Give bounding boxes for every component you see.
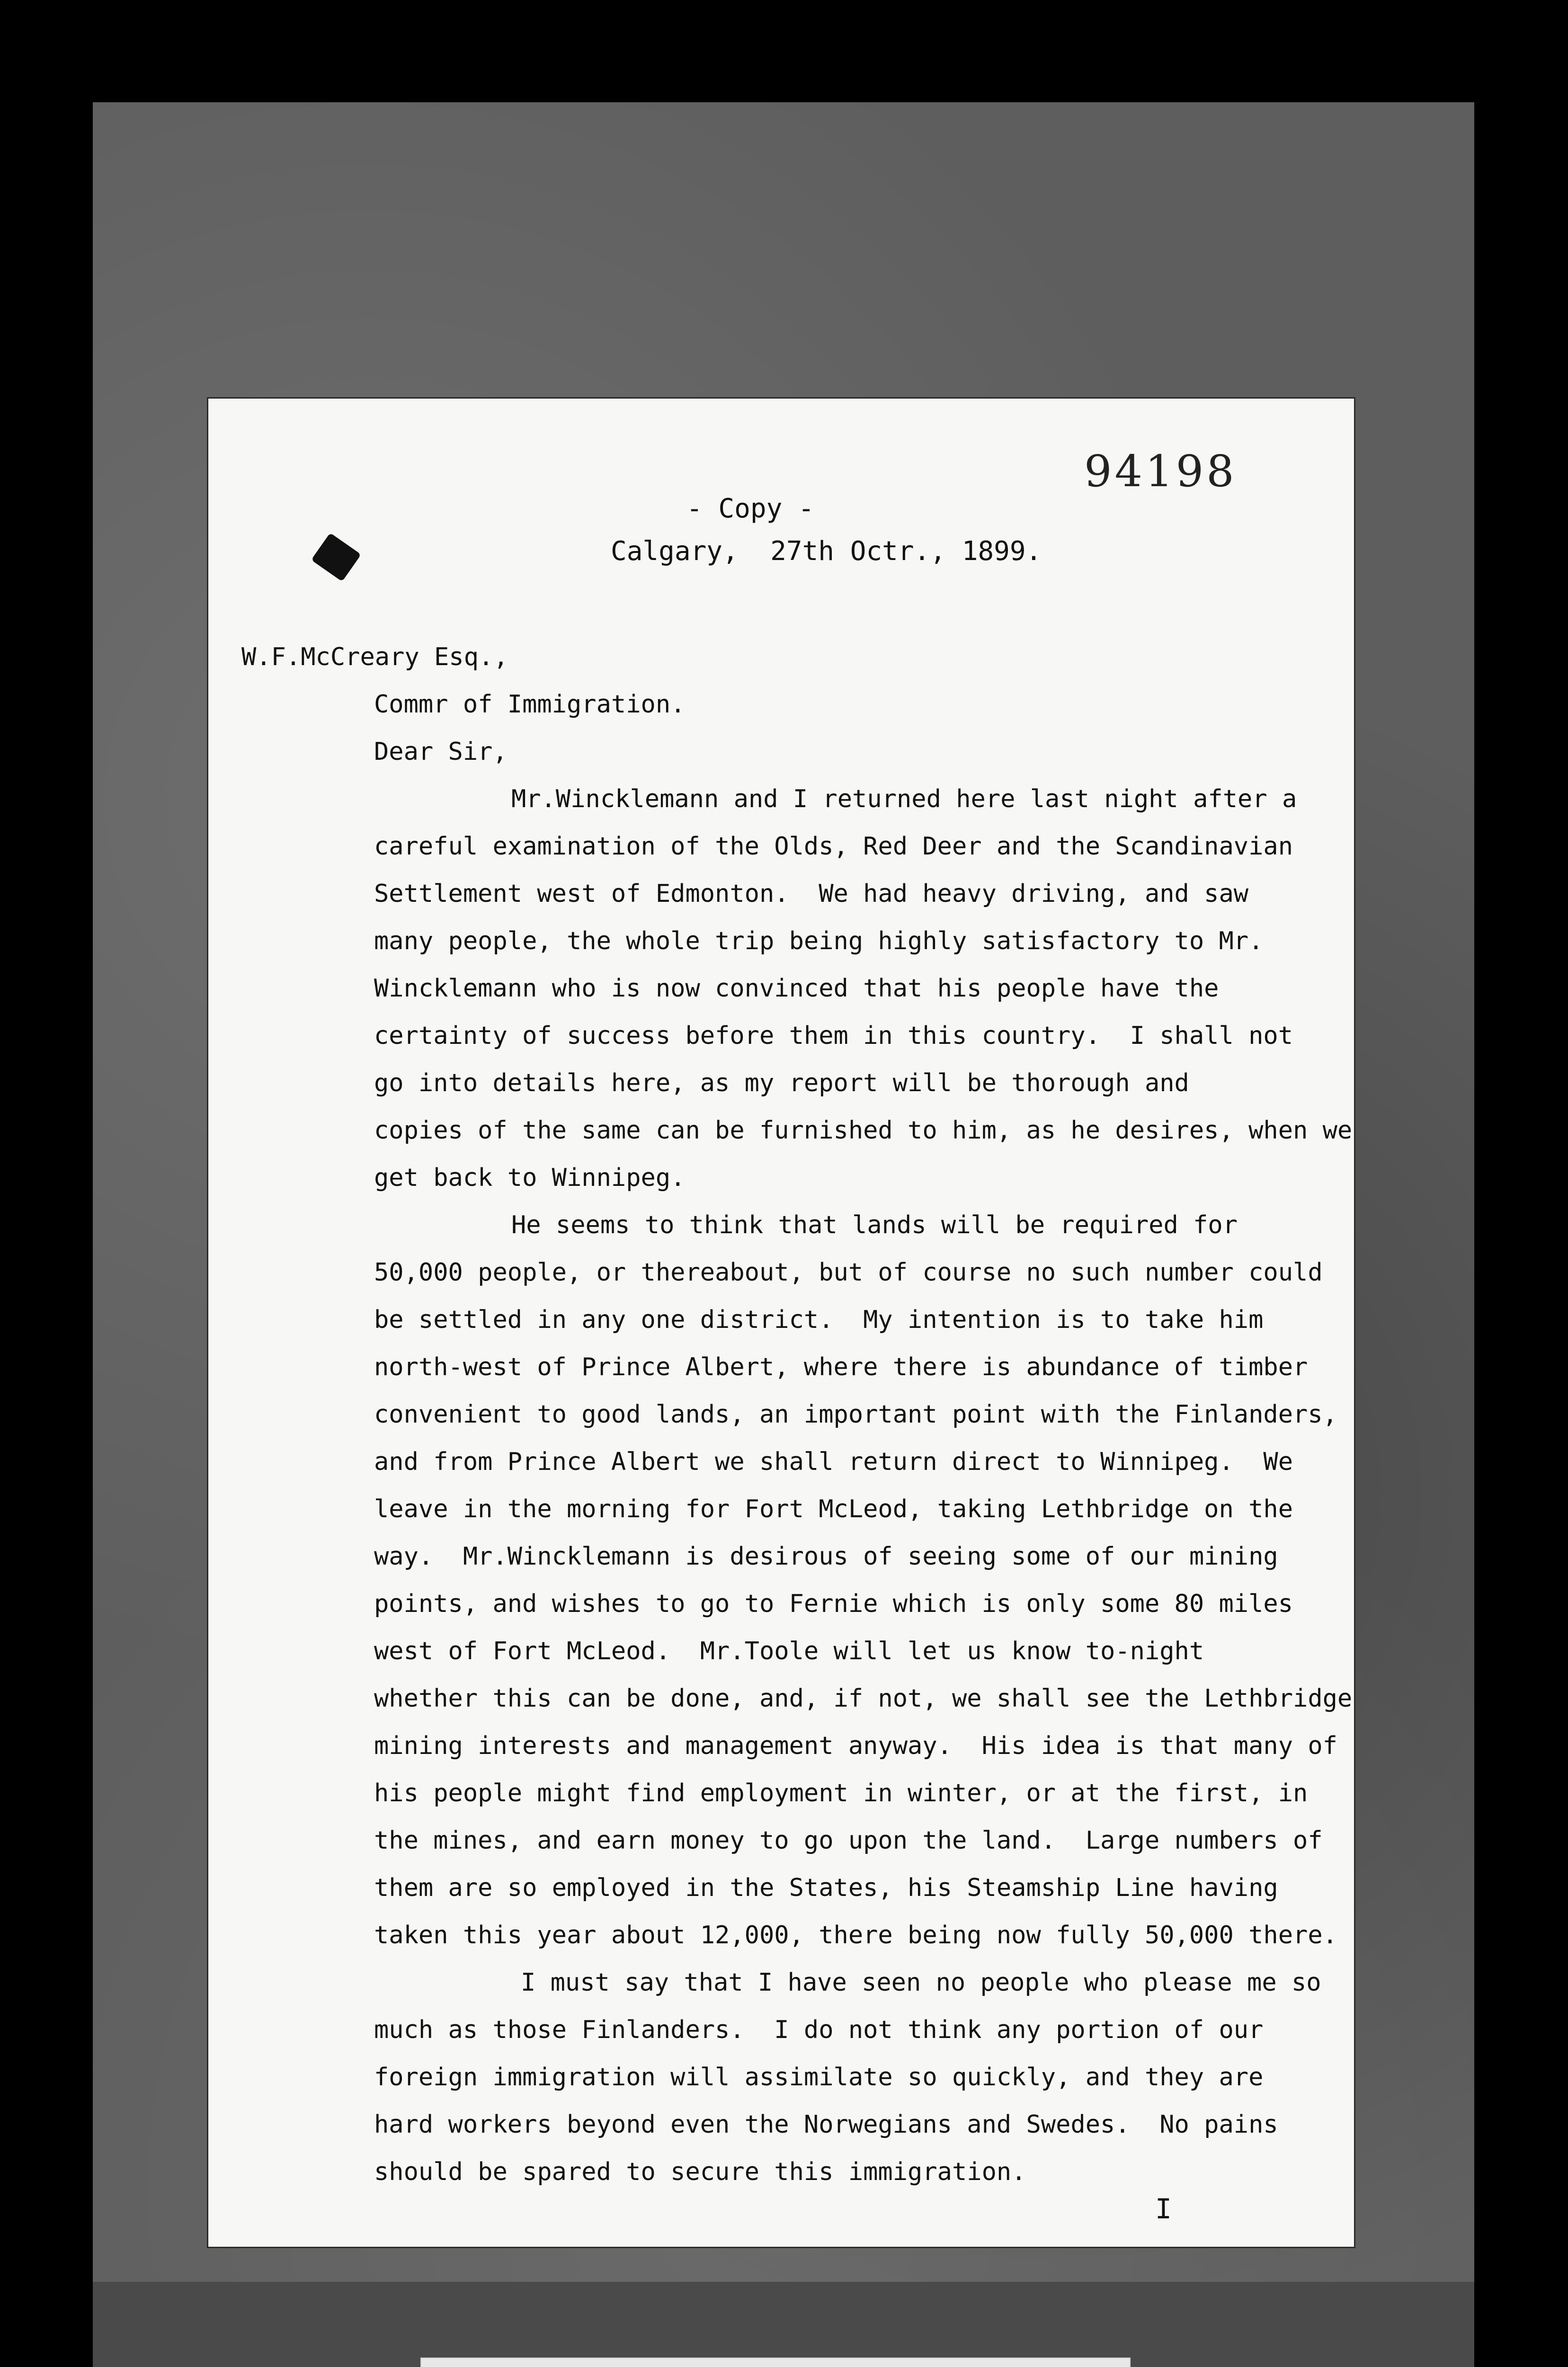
body-line: Settlement west of Edmonton. We had heavy driving, and saw (374, 880, 1249, 908)
ink-blot-mark (311, 533, 361, 581)
body-line: north-west of Prince Albert, where there is abundance of timber (374, 1353, 1308, 1381)
body-line: go into details here, as my report will be thorough and (374, 1069, 1189, 1097)
body-line: foreign immigration will assimilate so quickly, and they are (374, 2063, 1264, 2091)
body-line: his people might find employment in winter, or at the first, in (374, 1779, 1308, 1807)
body-line: He seems to think that lands will be required for (511, 1211, 1238, 1239)
body-line: 50,000 people, or thereabout, but of course no such number could (374, 1258, 1323, 1287)
body-line: certainty of success before them in this country. I shall not (374, 1022, 1293, 1050)
body-line: mining interests and management anyway. His idea is that many of (374, 1732, 1337, 1760)
body-line: points, and wishes to go to Fernie which is only some 80 miles (374, 1590, 1293, 1618)
body-line: way. Mr.Wincklemann is desirous of seeing some of our mining (374, 1542, 1278, 1571)
body-line: copies of the same can be furnished to him, as he desires, when we (374, 1116, 1353, 1145)
body-line: west of Fort McLeod. Mr.Toole will let us know to-night (374, 1637, 1204, 1665)
copy-heading: - Copy - (686, 493, 814, 524)
addressee-title: Commr of Immigration. (374, 690, 686, 719)
page-continuation-mark: I (1155, 2193, 1172, 2225)
body-line: Wincklemann who is now convinced that his people have the (374, 974, 1219, 1003)
body-line: and from Prince Albert we shall return direct to Winnipeg. We (374, 1448, 1293, 1476)
body-line: convenient to good lands, an important point with the Finlanders, (374, 1400, 1337, 1429)
source-reference-tab (420, 2358, 1131, 2367)
body-line: much as those Finlanders. I do not think any portion of our (374, 2016, 1264, 2044)
body-line: many people, the whole trip being highly satisfactory to Mr. (374, 927, 1264, 955)
body-line: be settled in any one district. My intention is to take him (374, 1306, 1264, 1334)
document-number: 94198 (1084, 446, 1237, 497)
body-line: Mr.Wincklemann and I returned here last night after a (511, 785, 1297, 813)
body-line: whether this can be done, and, if not, we shall see the Lethbridge (374, 1684, 1353, 1713)
body-line: I must say that I have seen no people who please me so (521, 1968, 1321, 1997)
body-line: get back to Winnipeg. (374, 1164, 686, 1192)
body-line: careful examination of the Olds, Red Deer and the Scandinavian (374, 832, 1293, 861)
salutation: Dear Sir, (374, 738, 508, 766)
body-line: leave in the morning for Fort McLeod, taking Lethbridge on the (374, 1495, 1293, 1523)
body-line: should be spared to secure this immigration. (374, 2158, 1026, 2186)
body-line: the mines, and earn money to go upon the land. Large numbers of (374, 1826, 1323, 1855)
body-line: hard workers beyond even the Norwegians and Swedes. No pains (374, 2110, 1278, 2139)
body-line: taken this year about 12,000, there being now fully 50,000 there. (374, 1921, 1337, 1949)
body-line: them are so employed in the States, his Steamship Line having (374, 1874, 1278, 1902)
letter-page (208, 399, 1354, 2247)
dateline: Calgary, 27th Octr., 1899. (611, 536, 1042, 567)
photo-backdrop-lower (93, 2282, 1474, 2367)
addressee-name: W.F.McCreary Esq., (241, 643, 508, 671)
